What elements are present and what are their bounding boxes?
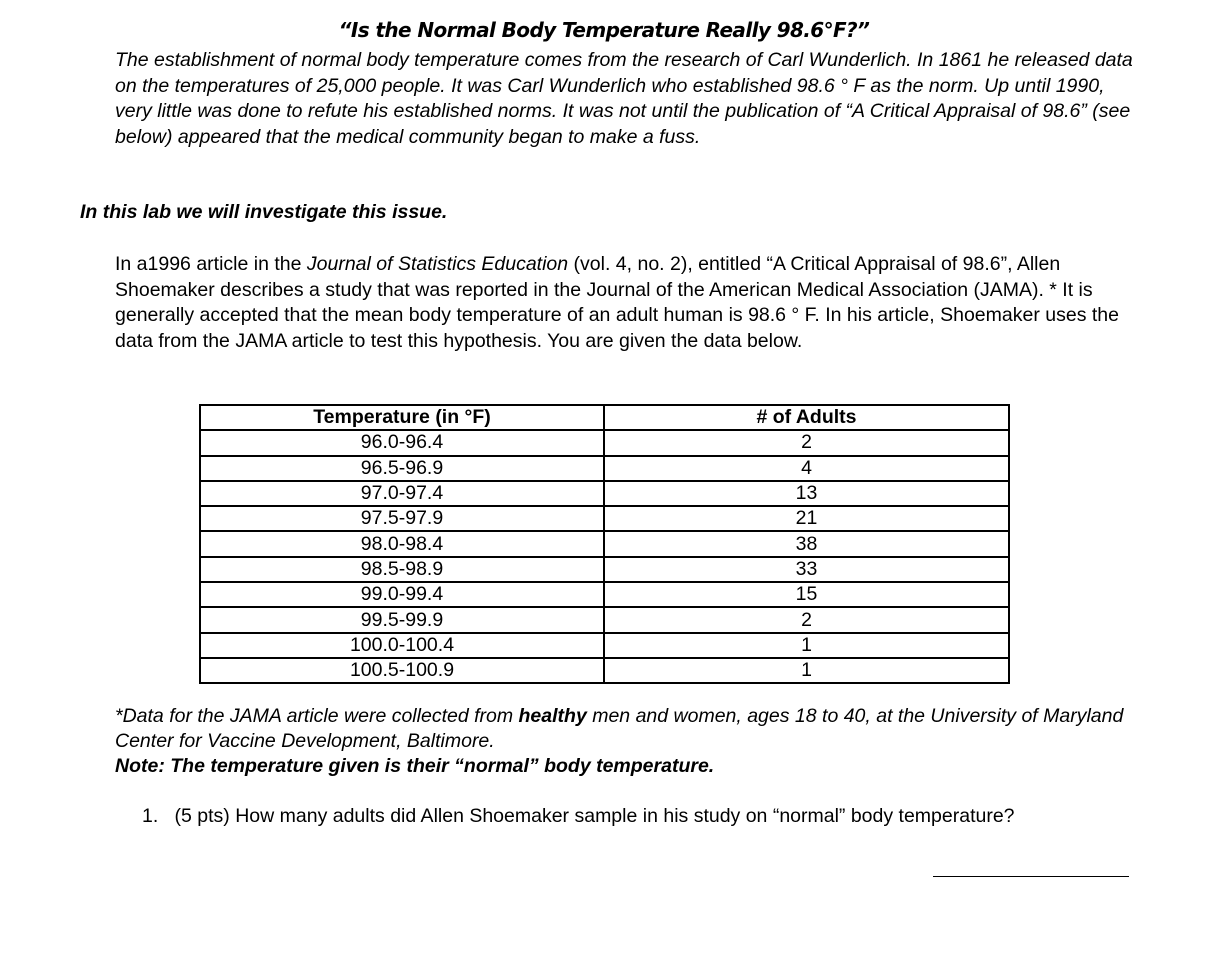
table-row [200, 430, 1009, 455]
adult-count: 13 [604, 481, 1009, 506]
temperature-note: Note: The temperature given is their “normal” body temperature. [115, 755, 715, 777]
adult-count: 2 [604, 607, 1009, 632]
article-text-start: In a1996 article in the [115, 253, 307, 275]
table-row [200, 456, 1009, 481]
table-row [200, 658, 1009, 683]
journal-name: Journal of Statistics Education [306, 253, 569, 275]
question-1 [142, 804, 1015, 829]
temperature-range: 99.0-99.4 [200, 582, 604, 607]
intro-paragraph: The establishment of normal body temperature comes from the research of Carl Wunderlich. In 1861 he released data on the temperatures of 25,000 people. It was Carl Wunderlich who established 98.6 ° F as the norm. Up until 1990, very little was done to refute his established norms. It was not until the publication of “A Critical Appraisal of 98.6” (see below) appeared that the medical community began to make a fuss. [115, 49, 1133, 148]
adult-count: 21 [604, 506, 1009, 531]
temperature-range: 99.5-99.9 [200, 607, 604, 632]
header-adults: # of Adults [604, 405, 1009, 430]
adult-count: 33 [604, 557, 1009, 582]
table-row [200, 531, 1009, 556]
adult-count: 1 [604, 658, 1009, 683]
data-footnote [115, 704, 1155, 754]
temperature-table [199, 404, 1010, 684]
table-row [200, 582, 1009, 607]
article-paragraph [115, 252, 1155, 354]
adult-count: 38 [604, 531, 1009, 556]
temperature-range: 96.0-96.4 [200, 430, 604, 455]
footnote-emphasis: healthy [518, 705, 587, 727]
temperature-range: 98.5-98.9 [200, 557, 604, 582]
table-row [200, 607, 1009, 632]
table-row [200, 633, 1009, 658]
table-row [200, 506, 1009, 531]
adult-count: 1 [604, 633, 1009, 658]
article-text-end: (vol. 4, no. 2), entitled “A Critical Appraisal of 98.6”, Allen Shoemaker describes a study that was reported in the Journal of the American Medical Association (JAMA). * It is generally accepted that the mean body temperature of an adult human is 98.6 ° F. In his article, Shoemaker uses the data from the JAMA article to test this hypothesis. You are given the data below. [115, 253, 1119, 352]
table-row [200, 557, 1009, 582]
answer-blank-line[interactable] [933, 876, 1129, 877]
temperature-range: 96.5-96.9 [200, 456, 604, 481]
temperature-range: 100.5-100.9 [200, 658, 604, 683]
temperature-range: 97.0-97.4 [200, 481, 604, 506]
temperature-range: 97.5-97.9 [200, 506, 604, 531]
footnote-text-start: *Data for the JAMA article were collected from [115, 705, 519, 727]
temperature-range: 100.0-100.4 [200, 633, 604, 658]
lab-statement: In this lab we will investigate this issue. [80, 201, 448, 223]
table-header-row [200, 405, 1009, 430]
footnote-text-end: men and women, ages 18 to 40, at the University of Maryland Center for Vaccine Development, Baltimore. [115, 705, 1124, 752]
table-row [200, 481, 1009, 506]
question-number: 1. [142, 805, 159, 827]
temperature-range: 98.0-98.4 [200, 531, 604, 556]
question-text: (5 pts) How many adults did Allen Shoemaker sample in his study on “normal” body temperature? [174, 805, 1015, 827]
adult-count: 15 [604, 582, 1009, 607]
header-temperature: Temperature (in °F) [200, 405, 604, 430]
document-title: “Is the Normal Body Temperature Really 98.6°F?” [338, 18, 870, 42]
adult-count: 4 [604, 456, 1009, 481]
adult-count: 2 [604, 430, 1009, 455]
